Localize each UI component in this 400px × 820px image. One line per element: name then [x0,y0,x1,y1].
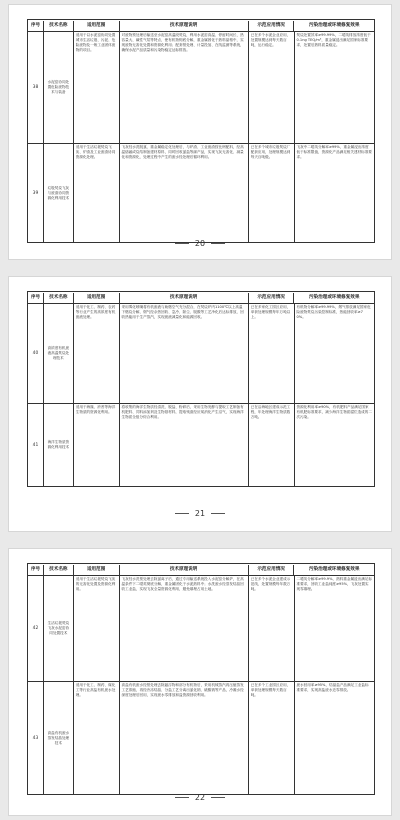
application-scope: 适用于化工、制药、农药等行业产生的高浓度有机废液处理。 [74,304,120,403]
header-name: 技术名称 [44,293,74,303]
page-number: 20 [9,239,391,248]
header-no: 序号 [28,565,44,575]
header-name: 技术名称 [44,21,74,31]
table-row [28,682,374,794]
demo-application: 已在多个城市垃圾焚烧厂配套应用，处理规模达到每天百吨级。 [249,144,295,242]
application-scope: 适用于以水泥窑协同处置城市生活垃圾、污泥、危险废物及一般工业固体废物的项目。 [74,32,120,143]
row-number: 40 [28,304,44,403]
treatment-effect: 资源化利用率≥90%，有机肥料产品满足国家有机肥标准要求，减少海洋生物质腐烂造成的二次污染。 [296,405,372,419]
table-row [28,32,374,144]
treatment-effect: 飞灰中二噁英分解率≥99%，重金属浸出浓度低于标准限值，资源化产品满足相关建材标准要求。 [296,145,372,159]
principle-description: 飞灰经水洗预处理去除氯离子后，通过专用输送系统投入水泥窑分解炉，在高温条件下二噁英彻底分解，重金属固化于水泥熟料中；水洗废水经蒸发结晶回收工业盐，实现飞灰全量资源化利用，避免填埋占用土地。 [120,576,249,681]
treatment-effect: 废水回用率≥95%，结晶盐产品满足工业盐标准要求，实现高盐废水近零排放。 [296,683,369,692]
table-header [28,292,374,304]
application-scope: 适用于海藻、浒苔等海洋生物质的资源化利用。 [74,404,120,486]
header-demo: 示范应用情况 [249,21,295,31]
document-page-2 [8,276,392,532]
application-scope: 适用于生活垃圾焚烧飞灰、炉渣及工业废渣协同资源化处理。 [74,144,120,242]
row-number: 43 [28,682,44,794]
header-demo: 示范应用情况 [249,293,295,303]
table-row [28,304,374,404]
demo-application: 已在多个工业园区应用，单套处理规模每天数百吨。 [249,682,295,794]
table-row [28,576,374,682]
header-principle: 技术原理说明 [120,565,249,575]
header-scope: 适用范围 [74,565,120,575]
header-scope: 适用范围 [74,293,120,303]
table-row [28,404,374,486]
technology-name: 海洋生物质资源化利用技术 [44,404,74,486]
demo-application: 已在多家化工园区应用，单套处理规模每年万吨以上。 [249,304,295,403]
row-number: 41 [28,404,44,486]
technology-name: 生活垃圾焚烧飞灰水泥窑协同处置技术 [44,576,74,681]
page-number: 22 [9,793,391,802]
treatment-effect: 焚烧处置效率≥99.99%，二噁英排放浓度低于0.1ng TEQ/m³，重金属浸出满足国家标准要求，处置后熟料质量稳定。 [296,33,371,47]
page-number: 21 [9,509,391,518]
row-number: 39 [28,144,44,242]
row-number: 38 [28,32,44,143]
application-scope: 适用于生活垃圾焚烧飞灰的无害化处置及资源化利用。 [74,576,120,681]
technology-table [27,291,375,487]
technology-name: 高浓度有机废液高温焚烧处理技术 [44,304,74,403]
principle-description: 高盐有机废水经预处理去除悬浮物和部分有机物后，采用机械蒸汽再压缩蒸发工艺浓缩，再经冷冻结晶、分盐工艺分离出氯化钠、硫酸钠等产品，冷凝水经深度处理后回用，实现废水零排放和盐资源回收利用。 [120,682,249,794]
technology-table [27,563,375,795]
table-row [28,144,374,242]
table-header [28,20,374,32]
principle-description: 对废物预处理后输送至水泥窑高温段焚烧，利用水泥窑高温、停留时间长、热容量大、碱性气氛等特点，使有机物彻底分解，重金属固化于熟料晶格中，实现废物无害化处置和资源化利用；配套预处理、计量投加、在线监测等系统，确保水泥产品质量和污染物稳定达标排放。 [120,32,249,143]
header-no: 序号 [28,293,44,303]
technology-name: 高盐有机废水蒸发结晶处理技术 [44,682,74,794]
demo-application: 已在沿海地区建成示范工程，年处理海洋生物质数万吨。 [249,404,295,486]
header-effect: 污染治理或环境修复效果 [308,22,360,28]
header-principle: 技术原理说明 [120,293,249,303]
header-no: 序号 [28,21,44,31]
technology-table [27,19,375,243]
header-demo: 示范应用情况 [249,565,295,575]
treatment-effect: 有机物分解率≥99.99%，烟气排放满足国家危险废物焚烧污染控制标准，热能回收率≥70%。 [296,305,371,319]
principle-description: 飞灰经水洗脱氯、重金属稳定化处理后，与炉渣、工业废渣按比例配料，经高温熔融或烧结制备建材原料，同时回收氯盐等副产品，实现飞灰无害化、减量化和资源化，处理过程中产生的废水经处理后循环利用。 [120,144,249,242]
demo-application: 已在多个水泥企业建成示范线，处置规模每年数万吨。 [249,576,295,681]
header-name: 技术名称 [44,565,74,575]
document-page-3 [8,548,392,816]
demo-application: 已在多个水泥企业应用，处置规模达到每天数百吨，运行稳定。 [249,32,295,143]
row-number: 42 [28,576,44,681]
table-header [28,564,374,576]
technology-name: 垃圾焚烧飞灰与废渣协同资源化利用技术 [44,144,74,242]
header-effect: 污染治理或环境修复效果 [308,294,360,300]
header-effect: 污染治理或环境修复效果 [308,566,360,572]
application-scope: 适用于化工、制药、煤化工等行业高盐有机废水处理。 [74,682,120,794]
header-scope: 适用范围 [74,21,120,31]
document-page-1 [8,4,392,260]
technology-name: 水泥窑协同处置危险废物技术与装备 [44,32,74,143]
principle-description: 采用雾化喷嘴将有机废液与助燃空气充分混合，在焚烧炉内1100℃以上高温下燃烧分解，烟气经余热回收、急冷、除尘、脱酸等工艺净化后达标排放，回收热能用于生产蒸汽，实现废液减量化和能源回收。 [120,304,249,403]
treatment-effect: 二噁英分解率≥99.9%，熟料重金属浸出满足标准要求，回收工业盐纯度≥95%，飞灰处置实现零填埋。 [296,577,373,591]
header-principle: 技术原理说明 [120,21,249,31]
principle-description: 将收集的海洋生物质经清洗、脱盐、粉碎后，采用生物发酵与提取工艺制备有机肥料、饲料添加剂及生物基材料，提取残渣经厌氧消化产生沼气，实现海洋生物质全组分综合利用。 [120,404,249,486]
